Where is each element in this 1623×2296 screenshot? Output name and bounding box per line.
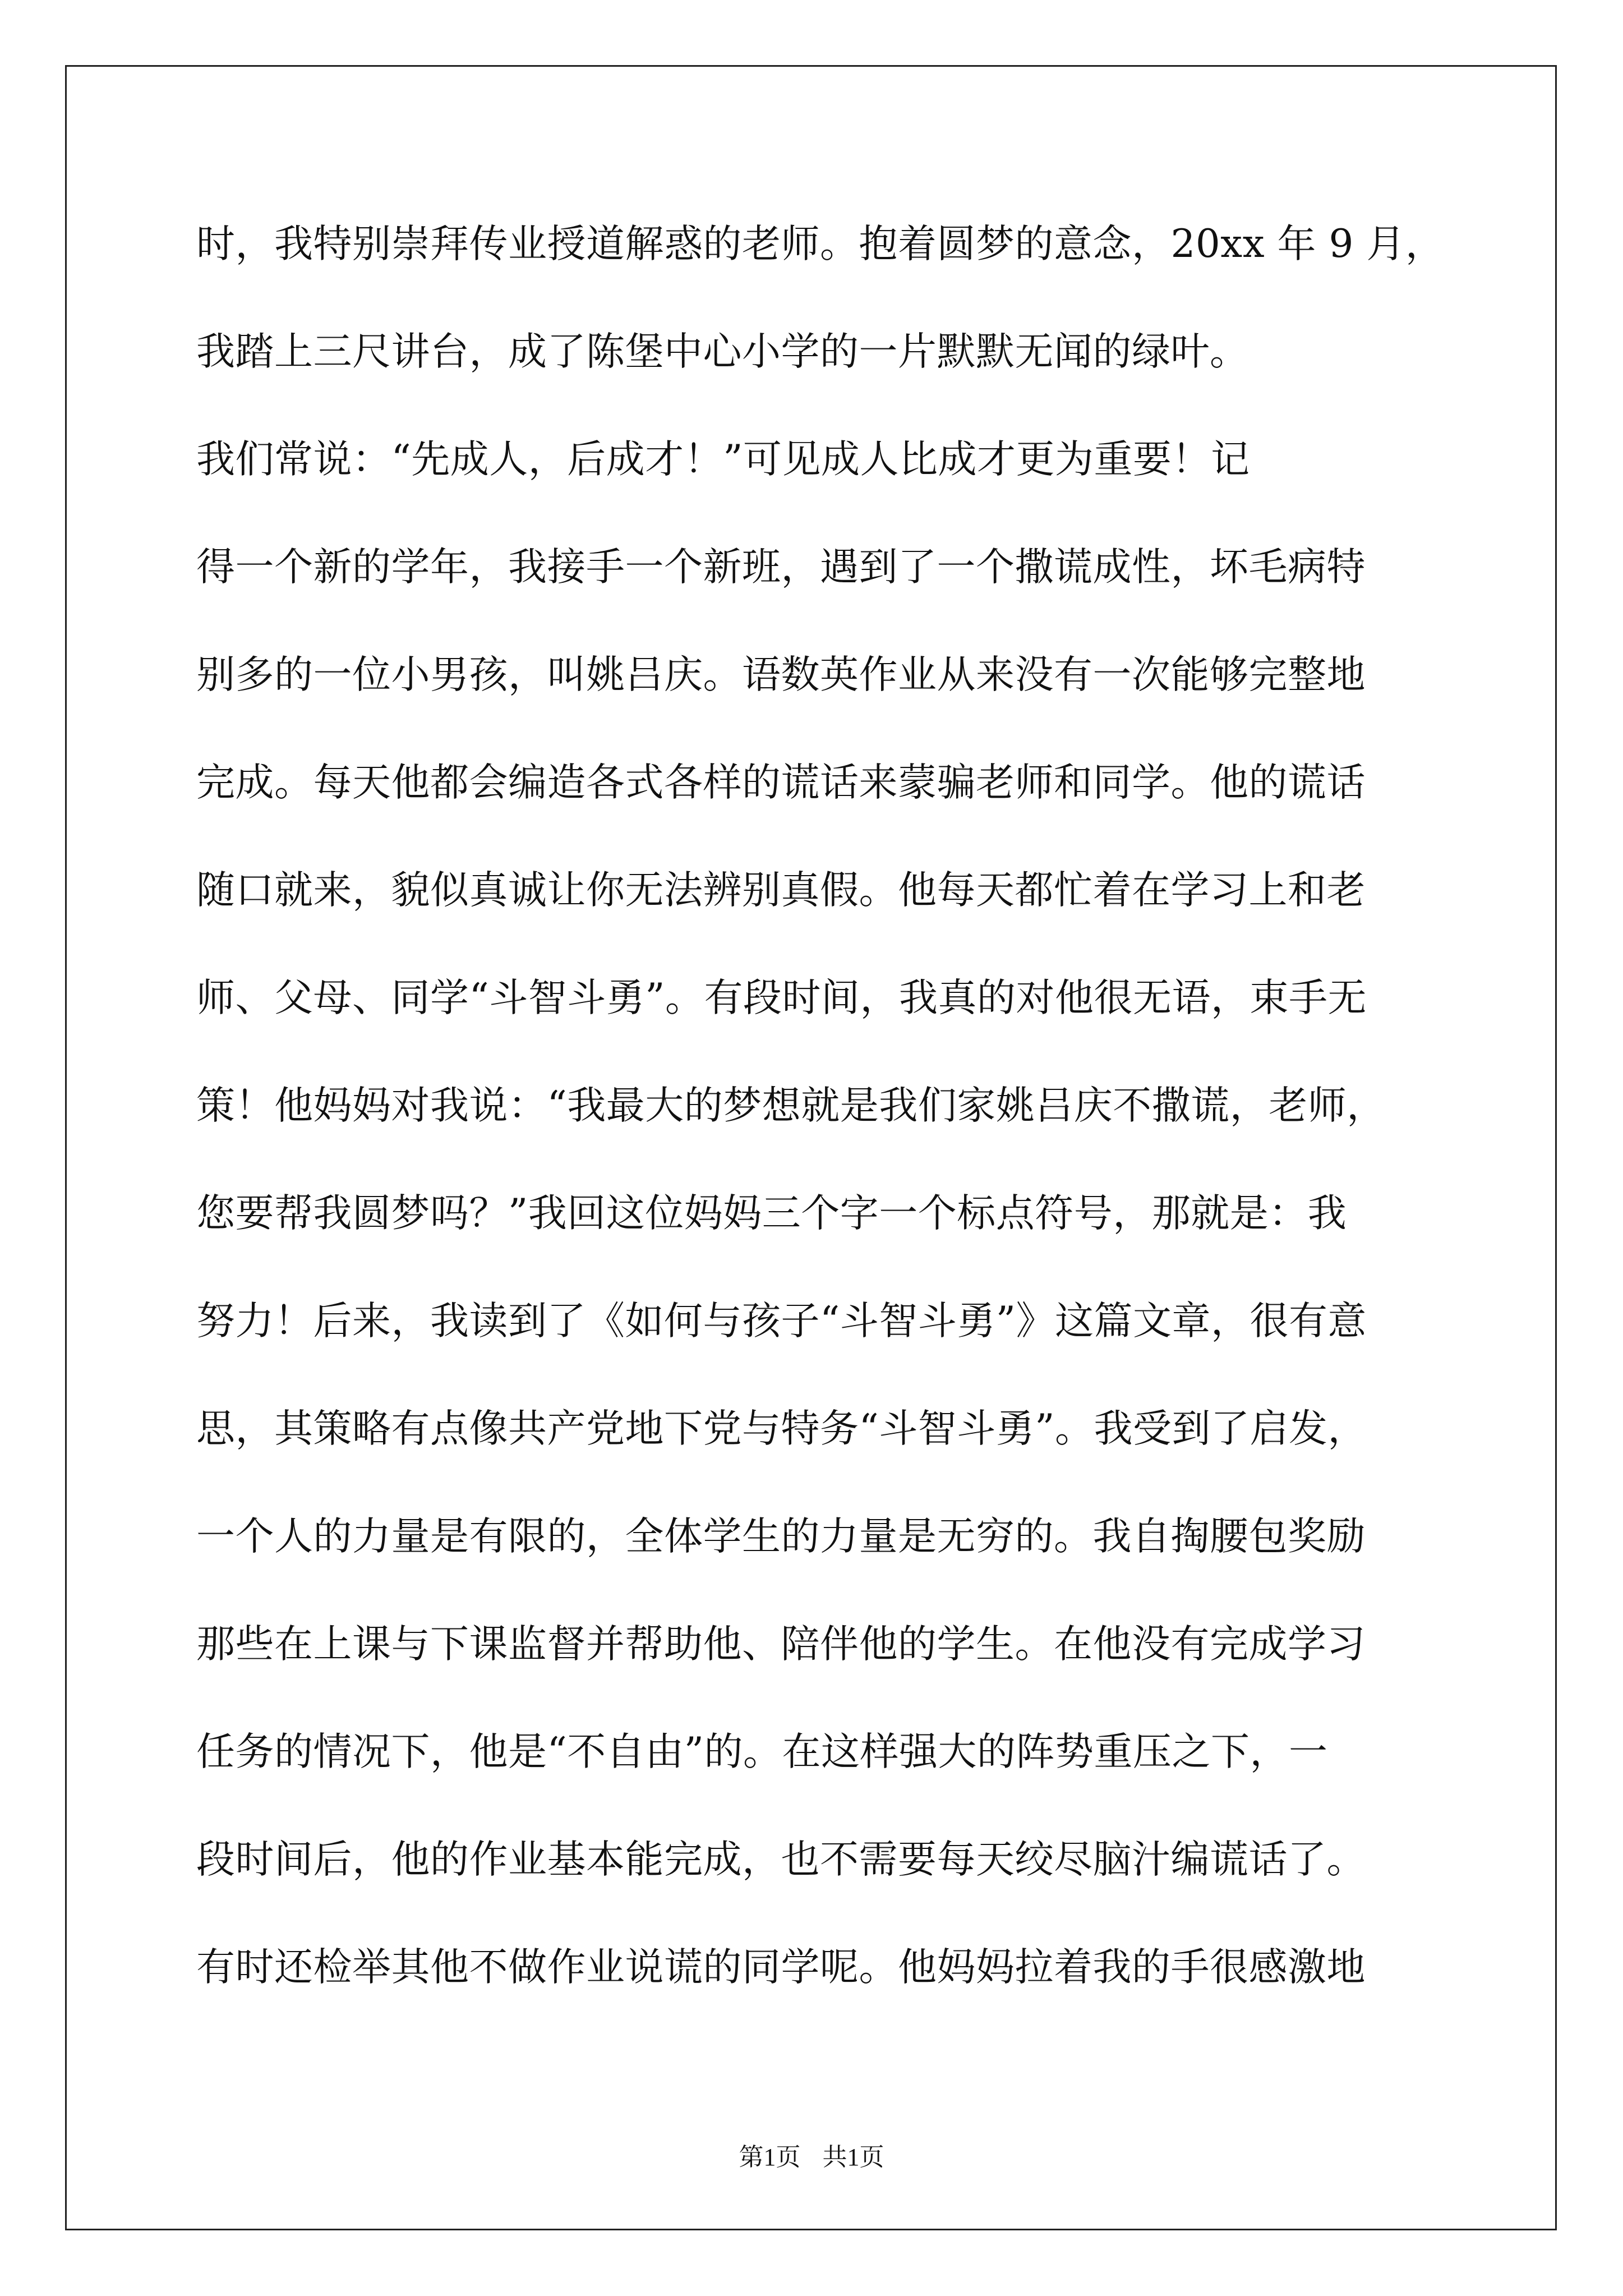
text-line-2: 我踏上三尺讲台，成了陈堡中心小学的一片默默无闻的绿叶。	[196, 329, 1249, 374]
text-line-12: 思，其策略有点像共产党地下党与特务“斗智斗勇”。我受到了启发，	[196, 1406, 1367, 1451]
text-line-13: 一个人的力量是有限的，全体学生的力量是无穷的。我自掏腰包奖励	[196, 1514, 1366, 1559]
page-footer	[0, 2142, 1623, 2173]
page-number-current: 第1页	[739, 2143, 801, 2171]
text-line-16: 段时间后，他的作业基本能完成，也不需要每天绞尽脑汁编谎话了。	[196, 1837, 1366, 1882]
text-line-15: 任务的情况下，他是“不自由”的。在这样强大的阵势重压之下，一	[196, 1729, 1328, 1774]
page-number-total: 共1页	[822, 2143, 884, 2171]
text-line-5: 别多的一位小男孩，叫姚吕庆。语数英作业从来没有一次能够完整地	[196, 652, 1366, 697]
text-line-8: 师、父母、同学“斗智斗勇”。有段时间，我真的对他很无语，束手无	[196, 976, 1367, 1020]
text-line-6: 完成。每天他都会编造各式各样的谎话来蒙骗老师和同学。他的谎话	[196, 760, 1366, 805]
text-line-14: 那些在上课与下课监督并帮助他、陪伴他的学生。在他没有完成学习	[196, 1622, 1366, 1667]
text-line-7: 随口就来，貌似真诚让你无法辨别真假。他每天都忙着在学习上和老	[196, 868, 1366, 913]
text-line-10: 您要帮我圆梦吗？”我回这位妈妈三个字一个标点符号，那就是：我	[196, 1191, 1347, 1236]
text-line-17: 有时还检举其他不做作业说谎的同学呢。他妈妈拉着我的手很感激地	[196, 1945, 1366, 1990]
text-line-3: 我们常说：“先成人，后成才！”可见成人比成才更为重要！记	[196, 437, 1250, 482]
text-line-9: 策！他妈妈对我说：“我最大的梦想就是我们家姚吕庆不撒谎，老师，	[196, 1083, 1386, 1128]
page-frame	[65, 65, 1557, 2230]
text-line-1: 时，我特别崇拜传业授道解惑的老师。抱着圆梦的意念，20xx 年 9 月，	[196, 222, 1445, 266]
text-line-11: 努力！后来，我读到了《如何与孩子“斗智斗勇”》这篇文章，很有意	[196, 1299, 1367, 1343]
text-line-4: 得一个新的学年，我接手一个新班，遇到了一个撒谎成性，坏毛病特	[196, 545, 1366, 590]
